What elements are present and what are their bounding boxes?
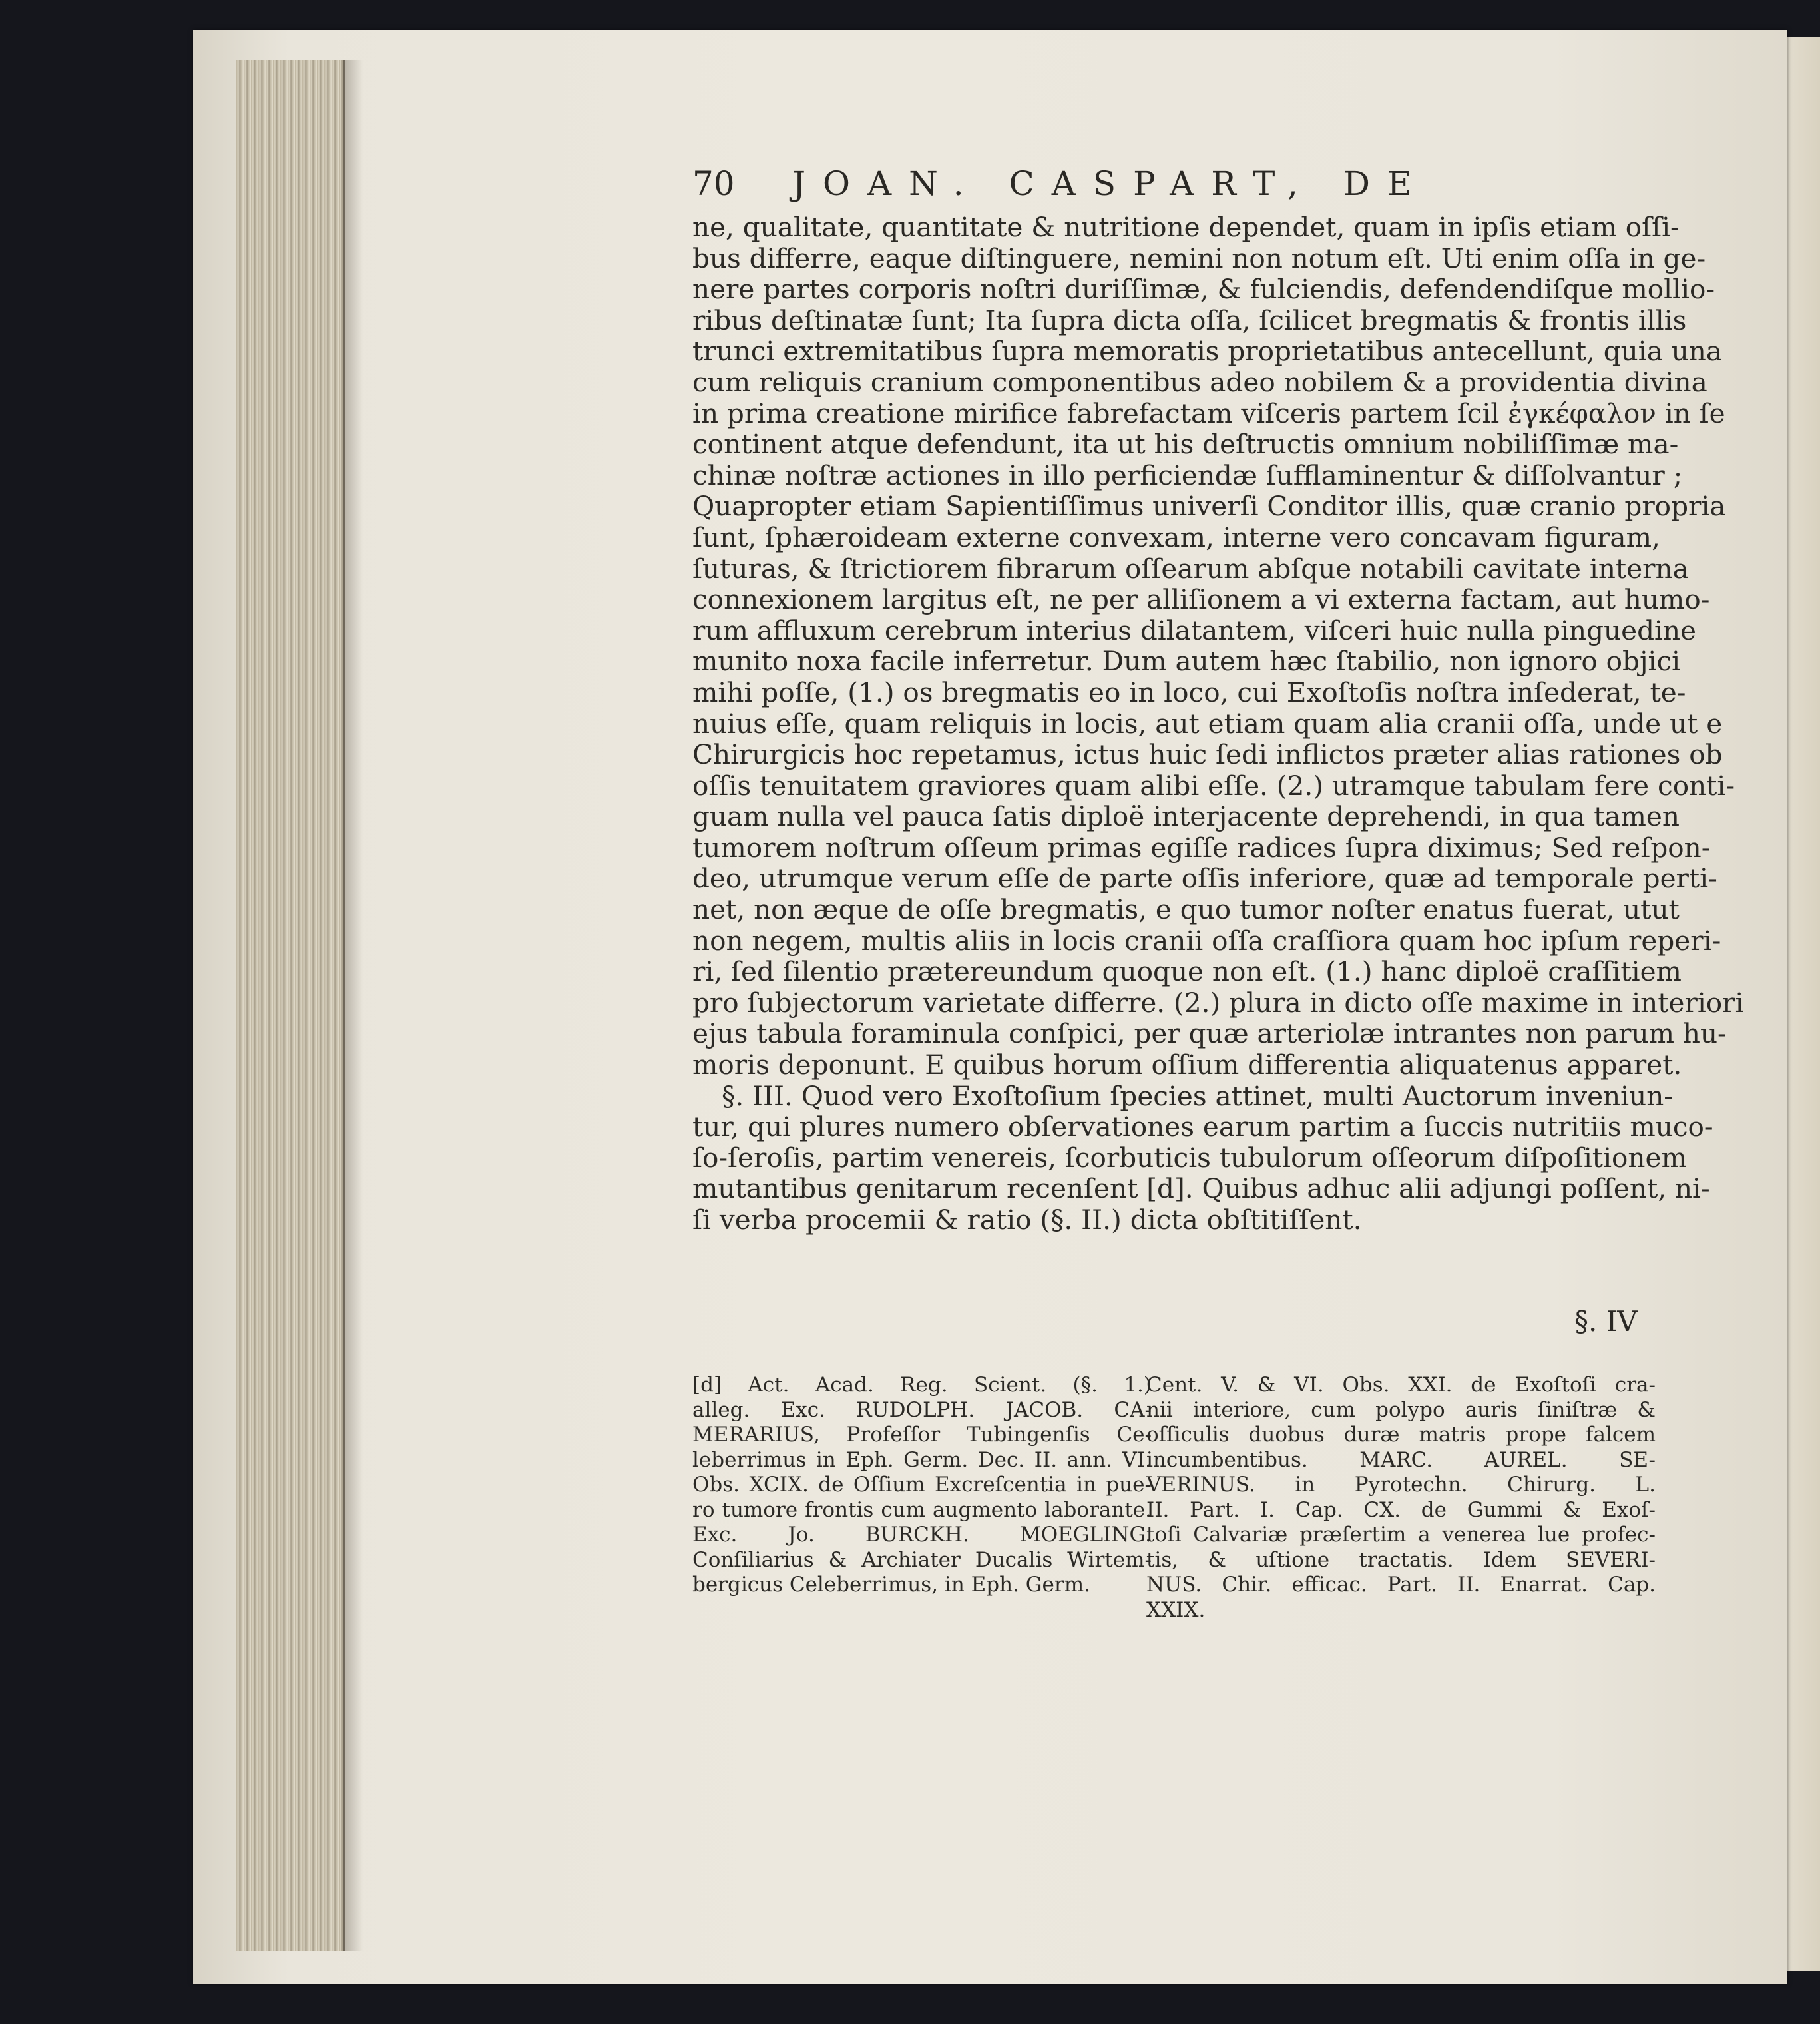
footnote-line: VERINUS. in Pyrotechn. Chirurg. L. — [1146, 1473, 1656, 1497]
page-stack-edge — [236, 60, 345, 1951]
page-header — [692, 157, 1651, 210]
footnote-line: Obs. XCIX. de Oſſium Excreſcentia in pue- — [692, 1473, 1152, 1497]
text-line: bus differre, eaque diſtinguere, nemini non notum eſt. Uti enim oſſa in ge- — [692, 242, 1706, 274]
text-line: §. III. Quod vero Exoſtoſium ſpecies attinet, multi Auctorum inveniun- — [722, 1079, 1673, 1112]
text-line: ſunt, ſphæroideam externe convexam, interne vero concavam figuram, — [692, 521, 1660, 553]
text-line: nere partes corporis noſtri duriſſimæ, & fulciendis, defendendiſque mollio- — [692, 273, 1715, 306]
text-line: nuius eſſe, quam reliquis in locis, aut etiam quam alia cranii oſſa, unde ut e — [692, 707, 1723, 740]
text-line: oſſis tenuitatem graviores quam alibi eſſe. (2.) utramque tabulam fere conti- — [692, 769, 1735, 802]
text-line: in prima creatione mirifice fabrefactam viſceris partem ſcil ἐγκέφαλον in ſe — [692, 397, 1725, 429]
text-line: cum reliquis cranium componentibus adeo nobilem & a providentia divina — [692, 366, 1707, 398]
footnote-line: Cent. V. & VI. Obs. XXI. de Exoſtoſi cra- — [1146, 1373, 1656, 1397]
text-line: mutantibus genitarum recenſent [d]. Quibus adhuc alii adjungi poſſent, ni- — [692, 1172, 1710, 1205]
text-line: continent atque defendunt, ita ut his deſtructis omnium nobiliſſimæ ma- — [692, 428, 1679, 461]
text-line: trunci extremitatibus ſupra memoratis proprietatibus antecellunt, quia una — [692, 335, 1723, 368]
text-line: ſo-ſeroſis, partim venereis, ſcorbuticis tubulorum oſſeorum diſpoſitionem — [692, 1141, 1687, 1174]
footnote-line: leberrimus in Eph. Germ. Dec. II. ann. VI. — [692, 1447, 1152, 1472]
text-line: rum affluxum cerebrum interius dilatantem, viſceri huic nulla pinguedine — [692, 614, 1697, 646]
text-line: ne, qualitate, quantitate & nutritione dependet, quam in ipſis etiam oſſi- — [692, 211, 1680, 243]
text-line: deo, utrumque verum eſſe de parte oſſis inferiore, quæ ad temporale perti- — [692, 862, 1717, 895]
footnote-line: MERARIUS, Profeſſor Tubingenſis Ce- — [692, 1423, 1152, 1447]
text-line: munito noxa facile inferretur. Dum autem hæc ſtabilio, non ignoro objici — [692, 645, 1681, 678]
footnote-line: Conſiliarius & Archiater Ducalis Wirtem- — [692, 1547, 1152, 1572]
text-line: tur, qui plures numero obſervationes earum partim a ſuccis nutritiis muco- — [692, 1111, 1713, 1143]
footnote-line: incumbentibus. MARC. AUREL. SE- — [1146, 1447, 1656, 1472]
footnote-line: II. Part. I. Cap. CX. de Gummi & Exoſ- — [1146, 1497, 1656, 1522]
footnote-line: alleg. Exc. RUDOLPH. JACOB. CA- — [692, 1397, 1152, 1422]
text-line: mihi poſſe, (1.) os bregmatis eo in loco, cui Exoſtoſis noſtra inſederat, te- — [692, 676, 1686, 708]
footnote-column-left — [692, 1373, 1152, 1598]
text-line: ejus tabula foraminula conſpici, per quæ arteriolæ intrantes non parum hu- — [692, 1017, 1727, 1050]
page-number: 70 — [692, 164, 735, 203]
text-line: net, non æque de oſſe bregmatis, e quo tumor noſter enatus fuerat, utut — [692, 893, 1680, 926]
footnote-line: tis, & uſtione tractatis. Idem SEVERI- — [1146, 1547, 1656, 1572]
body-text — [692, 211, 1744, 1236]
text-line: pro ſubjectorum varietate differre. (2.) plura in dicto oſſe maxime in interiori — [692, 986, 1744, 1019]
text-line: ri, ſed ſilentio prætereundum quoque non eſt. (1.) hanc diploë craſſitiem — [692, 955, 1682, 988]
text-line: Chirurgicis hoc repetamus, ictus huic ſedi inflictos præter alias rationes ob — [692, 738, 1723, 771]
text-line: moris deponunt. E quibus horum oſſium differentia aliquatenus apparet. — [692, 1049, 1682, 1081]
text-line: ſuturas, & ſtrictiorem fibrarum oſſearum abſque notabili cavitate interna — [692, 552, 1689, 585]
text-line: guam nulla vel pauca ſatis diploë interjacente deprehendi, in qua tamen — [692, 800, 1680, 833]
running-head: JOAN. CASPART, DE — [792, 164, 1429, 203]
text-line: ſi verba procemii & ratio (§. II.) dicta obſtitiſſent. — [692, 1204, 1362, 1236]
text-line: ribus deſtinatæ ſunt; Ita ſupra dicta oſſa, ſcilicet bregmatis & frontis illis — [692, 304, 1687, 336]
footnote-column-right — [1146, 1373, 1656, 1623]
footnote-line: ro tumore frontis cum augmento laborante. — [692, 1497, 1152, 1522]
footnote-line: nii interiore, cum polypo auris ſiniſtræ & — [1146, 1397, 1656, 1422]
catchword: §. IV — [1574, 1305, 1638, 1338]
footnote-line: bergicus Celeberrimus, in Eph. Germ. — [692, 1573, 1090, 1597]
text-line: Quapropter etiam Sapientiſſimus univerſi Conditor illis, quæ cranio propria — [692, 490, 1726, 523]
footnote-line: [d] Act. Acad. Reg. Scient. (§. 1.) — [692, 1373, 1152, 1397]
footnote-line: XXIX. — [1146, 1597, 1206, 1622]
gutter-shadow — [343, 60, 363, 1951]
text-line: tumorem noſtrum oſſeum primas egiſſe radices ſupra diximus; Sed reſpon- — [692, 831, 1711, 864]
text-line: chinæ noſtræ actiones in illo perficiendæ ſufflaminentur & diſſolvantur ; — [692, 459, 1683, 491]
footnote-line: oſſiculis duobus duræ matris prope falcem — [1146, 1423, 1656, 1447]
text-line: connexionem largitus eſt, ne per alliſionem a vi externa factam, aut humo- — [692, 583, 1710, 616]
text-line: non negem, multis aliis in locis cranii oſſa craſſiora quam hoc ipſum reperi- — [692, 924, 1721, 957]
footnote-line: toſi Calvariæ præſertim a venerea lue profec- — [1146, 1523, 1656, 1547]
footnote-line: NUS. Chir. efficac. Part. II. Enarrat. Cap. — [1146, 1573, 1656, 1597]
footnote-line: Exc. Jo. BURCKH. MOEGLING. — [692, 1523, 1152, 1547]
